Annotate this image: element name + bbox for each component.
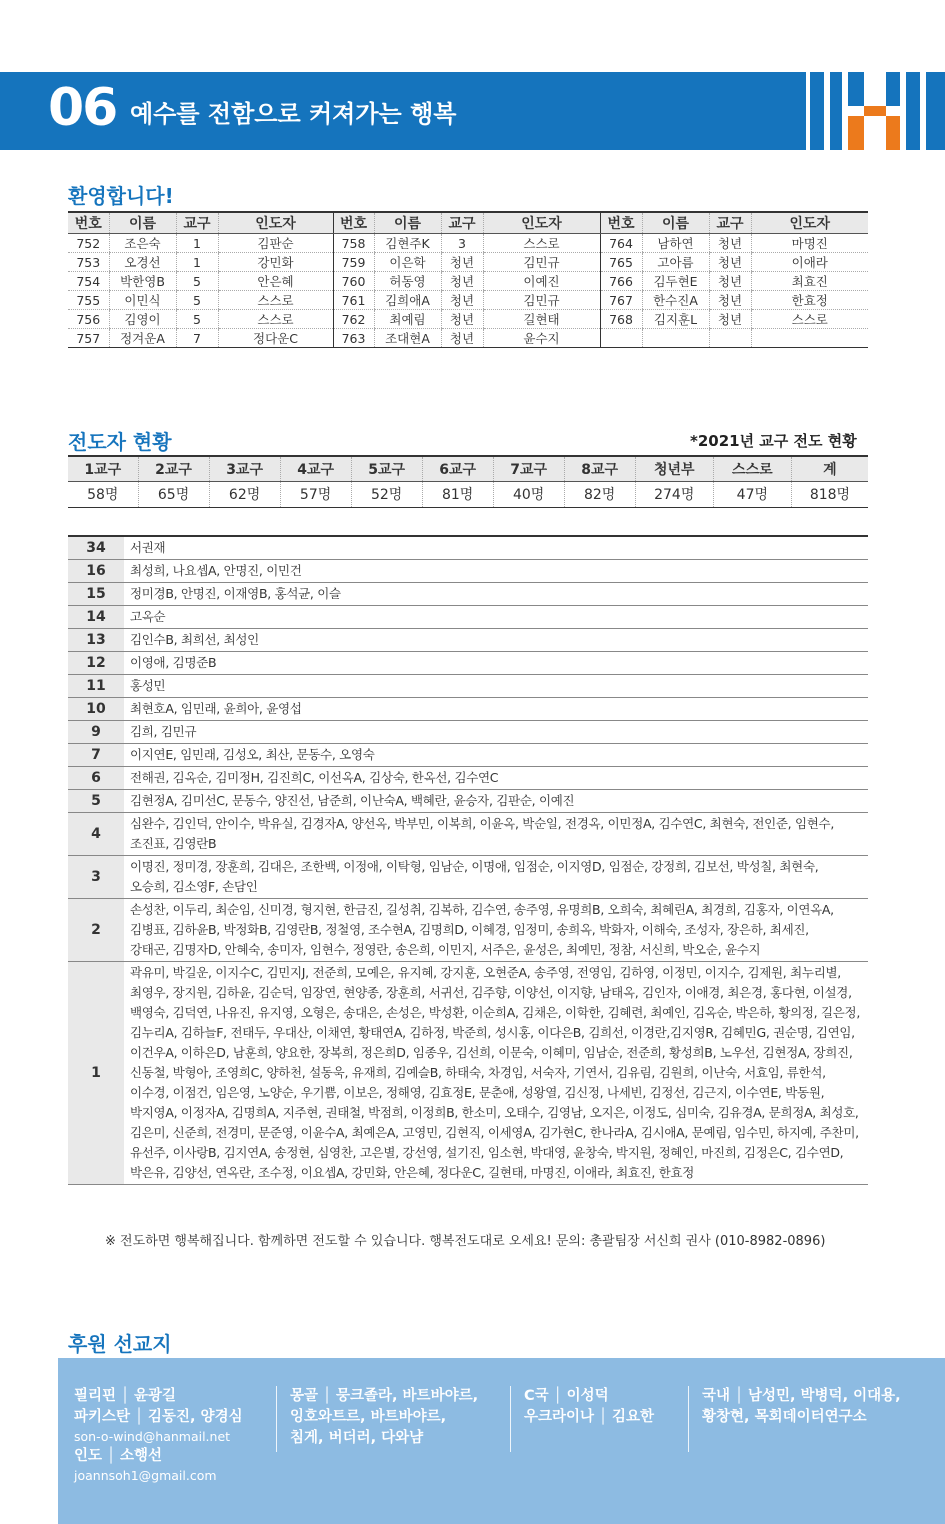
evangelist-header-row [68,456,868,481]
evangelist-names [124,606,868,629]
welcome-cell: 청년 [709,253,751,272]
names-line: 이지연E, 임민래, 김성오, 최산, 문동수, 오영숙 [130,747,375,762]
district-header: 5교구 [351,456,422,481]
welcome-cell: 766 [600,272,642,291]
welcome-cell: 청년 [441,329,483,348]
welcome-body [68,234,868,348]
country-label: 우크라이나 [524,1409,595,1425]
missionary-names: 잉호와트르, 바트바야르, [290,1409,447,1425]
welcome-cell: 1 [176,253,218,272]
welcome-cell [751,329,868,348]
welcome-cell [709,329,751,348]
welcome-cell: 762 [333,310,374,329]
names-line: 이건우A, 이하은D, 남훈희, 양요한, 장복희, 정은희D, 임종우, 김선희, 이문숙, 이혜미, 임남순, 전준희, 황성희B, 노우선, 김현정A, 장희진, [130,1045,853,1060]
names-line: 이영애, 김명준B [130,655,217,670]
welcome-cell: 강민화 [218,253,333,272]
missionary-names: 황창현, 목회데이터연구소 [702,1409,867,1425]
evangelist-names [124,856,868,899]
welcome-cell: 조은숙 [109,234,176,253]
header-cell: 교구 [176,212,218,234]
evangelism-count: 34 [68,536,124,560]
mission-title: 후원 선교지 [68,1332,172,1356]
welcome-cell: 김민규 [483,291,600,310]
ranking-row [68,856,868,899]
district-count: 82명 [564,481,635,507]
names-line: 손성찬, 이두리, 최순임, 신미경, 형지현, 한금진, 길성취, 김복하, 김수연, 송주영, 유명희B, 오희숙, 최혜린A, 최경희, 김홍자, 이연옥A, [130,902,834,917]
header-cell: 이름 [374,212,441,234]
missionary-names: 윤광길 [133,1388,177,1404]
welcome-cell: 김두현E [642,272,709,291]
names-line: 조진표, 김영란B [130,836,217,851]
ranking-row [68,790,868,813]
welcome-cell: 3 [441,234,483,253]
names-line: 강태곤, 김명자D, 안혜숙, 송미자, 임현수, 정영란, 송은희, 이민지, 서주은, 윤성은, 최예민, 정참, 서신희, 박오순, 윤수지 [130,942,761,957]
welcome-cell: 763 [333,329,374,348]
ranking-row [68,767,868,790]
mission-column-1: 필리핀 │ 윤광길 파키스탄 │ 김동진, 양경심 son-o-wind@hanmail.net 인도 │ 소행선 joannsoh1@gmail.com [74,1388,243,1483]
welcome-cell: 최예림 [374,310,441,329]
header-cell: 번호 [68,212,109,234]
district-header: 4교구 [280,456,351,481]
evangelist-names [124,899,868,962]
welcome-cell: 김판순 [218,234,333,253]
evangelism-count: 2 [68,899,124,962]
welcome-cell: 청년 [709,291,751,310]
missionary-names: 소행선 [119,1448,162,1464]
country-label: 필리핀 [74,1388,117,1404]
names-line: 김누리A, 김하늘F, 전태두, 우대산, 이채연, 황태연A, 김하정, 박준희, 성시홍, 이다은B, 김희선, 이경란,김지영R, 김혜민G, 권순명, 김연임, [130,1025,855,1040]
names-line: 오승희, 김소영F, 손담인 [130,879,258,894]
section-header [0,72,945,150]
district-count: 40명 [493,481,564,507]
welcome-cell: 753 [68,253,109,272]
evangelism-count: 16 [68,560,124,583]
welcome-cell: 청년 [441,272,483,291]
ranking-body [68,536,868,1185]
district-count: 818명 [791,481,868,507]
names-line: 김은미, 신준희, 전경미, 문준영, 이윤수A, 최예은A, 고영민, 김현직, 이세영A, 김가현C, 한나라A, 김시애A, 문예림, 임수민, 하지예, 주찬미, [130,1125,859,1140]
names-line: 신동철, 박형아, 조영희C, 양하천, 설동욱, 유재희, 김예슬B, 하태숙, 차경임, 서숙자, 기연서, 김유림, 김원희, 이난숙, 서효임, 류한석, [130,1065,826,1080]
ranking-row [68,629,868,652]
district-count: 62명 [209,481,280,507]
missionary-names: 남성민, 박병덕, 이대용, [747,1388,901,1404]
evangelism-count: 5 [68,790,124,813]
missionary-email: son-o-wind@hanmail.net [74,1429,231,1444]
welcome-row [68,253,868,272]
welcome-title: 환영합니다! [68,184,174,208]
ranking-row [68,744,868,767]
evangelist-title: 전도자 현황 [68,430,172,454]
column-divider [510,1386,511,1452]
welcome-cell: 한효정 [751,291,868,310]
welcome-cell: 김희애A [374,291,441,310]
welcome-cell: 이예진 [483,272,600,291]
welcome-row [68,234,868,253]
evangelist-names [124,767,868,790]
contact-note: ※ 전도하면 행복해집니다. 함께하면 전도할 수 있습니다. 행복전도대로 오세요! 문의: 총괄팀장 서신희 권사 (010-8982-0896) [105,1234,826,1249]
names-line: 박지영A, 이정자A, 김명희A, 지주현, 권태철, 박점희, 이정희B, 한소미, 오태수, 김영남, 오지은, 이정도, 심미숙, 김유경A, 문희정A, 최성호, [130,1105,859,1120]
evangelism-count: 9 [68,721,124,744]
welcome-cell: 고아름 [642,253,709,272]
welcome-cell: 안은혜 [218,272,333,291]
welcome-cell: 756 [68,310,109,329]
evangelism-count: 11 [68,675,124,698]
welcome-cell [600,329,642,348]
welcome-cell: 1 [176,234,218,253]
welcome-cell: 김현주K [374,234,441,253]
welcome-cell: 758 [333,234,374,253]
missionary-names: 김요한 [612,1409,655,1425]
evangelism-count: 7 [68,744,124,767]
missionary-names: 뭉크졸라, 바트바야르, [335,1388,479,1404]
mission-column-2: 몽골 │ 뭉크졸라, 바트바야르, 잉호와트르, 바트바야르, 침게, 버더러, 다와냠 [290,1386,478,1449]
welcome-cell: 김민규 [483,253,600,272]
district-count: 81명 [422,481,493,507]
evangelism-count: 4 [68,813,124,856]
welcome-cell: 최효진 [751,272,868,291]
evangelist-value-row [68,481,868,507]
welcome-cell: 스스로 [751,310,868,329]
names-line: 서권재 [130,540,166,555]
evangelist-names [124,698,868,721]
names-line: 전해권, 김옥순, 김미정H, 김진희C, 이선옥A, 김상숙, 한옥선, 김수연C [130,770,499,785]
welcome-cell: 764 [600,234,642,253]
header-cell: 번호 [333,212,374,234]
district-count: 52명 [351,481,422,507]
welcome-cell: 7 [176,329,218,348]
evangelism-count: 10 [68,698,124,721]
welcome-cell: 조대현A [374,329,441,348]
district-header: 3교구 [209,456,280,481]
evangelist-ranking-table [68,535,868,1185]
welcome-cell: 이은학 [374,253,441,272]
evangelist-names [124,790,868,813]
missionary-names: 침게, 버더러, 다와냠 [290,1430,424,1446]
header-cell: 인도자 [483,212,600,234]
welcome-cell: 청년 [709,272,751,291]
column-divider [276,1386,277,1452]
missionary-names: 김동진, 양경심 [147,1409,243,1425]
ranking-row [68,675,868,698]
district-header: 6교구 [422,456,493,481]
names-line: 정미경B, 안명진, 이재영B, 홍석균, 이슬 [130,586,341,601]
welcome-cell: 755 [68,291,109,310]
mission-column-3: C국 │ 이성덕 우크라이나 │ 김요한 [524,1388,655,1425]
welcome-cell: 청년 [441,310,483,329]
ranking-row [68,560,868,583]
welcome-cell: 760 [333,272,374,291]
ranking-row [68,606,868,629]
ranking-row [68,652,868,675]
country-label: 파키스탄 [74,1409,131,1425]
welcome-cell: 박한영B [109,272,176,291]
welcome-cell: 757 [68,329,109,348]
evangelism-count: 1 [68,962,124,1185]
district-header: 계 [791,456,868,481]
welcome-cell: 한수진A [642,291,709,310]
names-line: 유선주, 이사랑B, 김지연A, 송정현, 심영찬, 고은별, 강선영, 설기진, 임소현, 박대영, 윤창숙, 박지원, 정혜인, 마진희, 김정은C, 김수연D, [130,1145,844,1160]
ranking-row [68,813,868,856]
welcome-cell: 759 [333,253,374,272]
welcome-cell: 윤수지 [483,329,600,348]
welcome-row [68,329,868,348]
country-label: 몽골 [290,1388,319,1404]
section-title: 예수를 전함으로 커져가는 행복 [130,100,457,128]
welcome-cell: 길현태 [483,310,600,329]
section-number: 06 [48,78,117,138]
evangelism-count: 14 [68,606,124,629]
welcome-row [68,291,868,310]
welcome-cell [642,329,709,348]
welcome-cell: 청년 [709,310,751,329]
welcome-cell: 5 [176,291,218,310]
welcome-cell: 청년 [441,291,483,310]
district-count: 57명 [280,481,351,507]
welcome-cell: 752 [68,234,109,253]
names-line: 김인수B, 최희선, 최성인 [130,632,259,647]
country-label: 인도 [74,1448,103,1464]
header-cell: 교구 [709,212,751,234]
evangelist-names [124,744,868,767]
evangelist-names [124,629,868,652]
welcome-cell: 스스로 [218,310,333,329]
district-header: 2교구 [138,456,209,481]
district-count: 47명 [713,481,791,507]
district-count: 58명 [87,487,119,503]
names-line: 김현정A, 김미선C, 문동수, 양진선, 남준희, 이난숙A, 백혜란, 윤승자, 김판순, 이예진 [130,793,575,808]
welcome-cell: 김영이 [109,310,176,329]
evangelist-table [68,455,868,508]
district-header: 스스로 [713,456,791,481]
evangelism-count: 15 [68,583,124,606]
evangelist-names [124,813,868,856]
column-divider [688,1386,689,1452]
header-cell: 인도자 [751,212,868,234]
welcome-cell: 정다운C [218,329,333,348]
ranking-row [68,721,868,744]
missionary-names: 이성덕 [566,1388,609,1404]
welcome-cell: 청년 [709,234,751,253]
evangelist-names [124,675,868,698]
welcome-cell: 스스로 [483,234,600,253]
evangelism-count: 13 [68,629,124,652]
welcome-cell: 스스로 [218,291,333,310]
welcome-cell: 767 [600,291,642,310]
welcome-cell: 청년 [441,253,483,272]
welcome-cell: 5 [176,272,218,291]
header-cell: 이름 [642,212,709,234]
welcome-cell: 남하연 [642,234,709,253]
header-cell: 인도자 [218,212,333,234]
welcome-row [68,310,868,329]
names-line: 김병표, 김하윤B, 박정화B, 김영란B, 정철영, 조수현A, 김명희D, 이혜경, 임정미, 송희옥, 박화자, 이해숙, 조성자, 장은하, 최세진, [130,922,809,937]
ranking-row [68,698,868,721]
missionary-email: joannsoh1@gmail.com [74,1468,217,1483]
evangelist-names [124,721,868,744]
district-count: 274명 [635,481,713,507]
welcome-table [68,211,868,348]
welcome-cell: 이애라 [751,253,868,272]
district-header: 7교구 [493,456,564,481]
names-line: 심완수, 김인덕, 안이수, 박유실, 김경자A, 양선옥, 박부민, 이복희, 이윤옥, 박순일, 전경옥, 이민정A, 김수연C, 최현숙, 전인준, 임현수, [130,816,835,831]
evangelism-count: 3 [68,856,124,899]
evangelist-names [124,536,868,560]
names-line: 이명진, 정미경, 장훈희, 김대은, 조한백, 이정애, 이탁형, 임남순, 이명애, 임점순, 이지영D, 임점순, 강정희, 김보선, 박성칠, 최현숙, [130,859,819,874]
ranking-row [68,583,868,606]
country-label: 국내 [702,1388,731,1404]
welcome-cell: 김지훈L [642,310,709,329]
evangelism-count: 6 [68,767,124,790]
welcome-cell: 5 [176,310,218,329]
names-line: 백영숙, 김덕연, 나유진, 유지영, 오형은, 송대은, 손성은, 박성환, 이순희A, 김채은, 이학한, 김혜련, 최예인, 김옥순, 박은하, 황의정, 길은정, [130,1005,861,1020]
welcome-cell: 마명진 [751,234,868,253]
header-cell: 이름 [109,212,176,234]
ranking-row [68,536,868,560]
evangelism-count: 12 [68,652,124,675]
welcome-cell: 754 [68,272,109,291]
welcome-row [68,272,868,291]
district-header: 1교구 [68,456,138,481]
evangelist-names [124,583,868,606]
welcome-cell: 768 [600,310,642,329]
names-line: 고옥순 [130,609,166,624]
church-logo-icon [806,72,926,150]
ranking-row [68,899,868,962]
evangelist-names [124,652,868,675]
welcome-cell: 오경선 [109,253,176,272]
names-line: 최영우, 장지원, 김하윤, 김순덕, 임장연, 현양종, 장훈희, 서귀선, 김주향, 이양선, 이지향, 남태옥, 김인자, 이애경, 최은경, 홍다현, 이설경, [130,985,852,1000]
welcome-cell: 761 [333,291,374,310]
welcome-header-row [68,212,868,234]
header-cell: 교구 [441,212,483,234]
district-header: 청년부 [635,456,713,481]
evangelist-names [124,560,868,583]
names-line: 최성희, 나요셉A, 안명진, 이민건 [130,563,302,578]
names-line: 곽유미, 박길운, 이지수C, 김민지J, 전준희, 모예은, 유지혜, 강지훈, 오현준A, 송주영, 전영임, 김하영, 이정민, 이지수, 김제원, 최누리별, [130,965,841,980]
welcome-cell: 765 [600,253,642,272]
mission-column-4: 국내 │ 남성민, 박병덕, 이대용, 황창현, 목회데이터연구소 [702,1386,901,1428]
names-line: 홍성민 [130,678,166,693]
names-line: 최현호A, 임민래, 윤희아, 윤영섭 [130,701,302,716]
ranking-row [68,962,868,1185]
evangelist-note: *2021년 교구 전도 현황 [690,432,857,450]
names-line: 김희, 김민규 [130,724,197,739]
header-cell: 번호 [600,212,642,234]
evangelist-names [124,962,868,1185]
district-header: 8교구 [564,456,635,481]
country-label: C국 [524,1388,549,1404]
district-count: 65명 [138,481,209,507]
names-line: 이수경, 이점건, 임은영, 노양순, 우기쁨, 이보은, 정해영, 김효정E, 문춘애, 성왕열, 김신정, 나세빈, 김정선, 김근지, 이수연E, 박동원, [130,1085,825,1100]
welcome-cell: 이민식 [109,291,176,310]
names-line: 박은유, 김양선, 연옥란, 조수정, 이요셉A, 강민화, 안은혜, 정다운C, 길현태, 마명진, 이애라, 최효진, 한효정 [130,1165,695,1180]
mission-panel [58,1358,945,1524]
welcome-cell: 허동영 [374,272,441,291]
welcome-cell: 정겨운A [109,329,176,348]
